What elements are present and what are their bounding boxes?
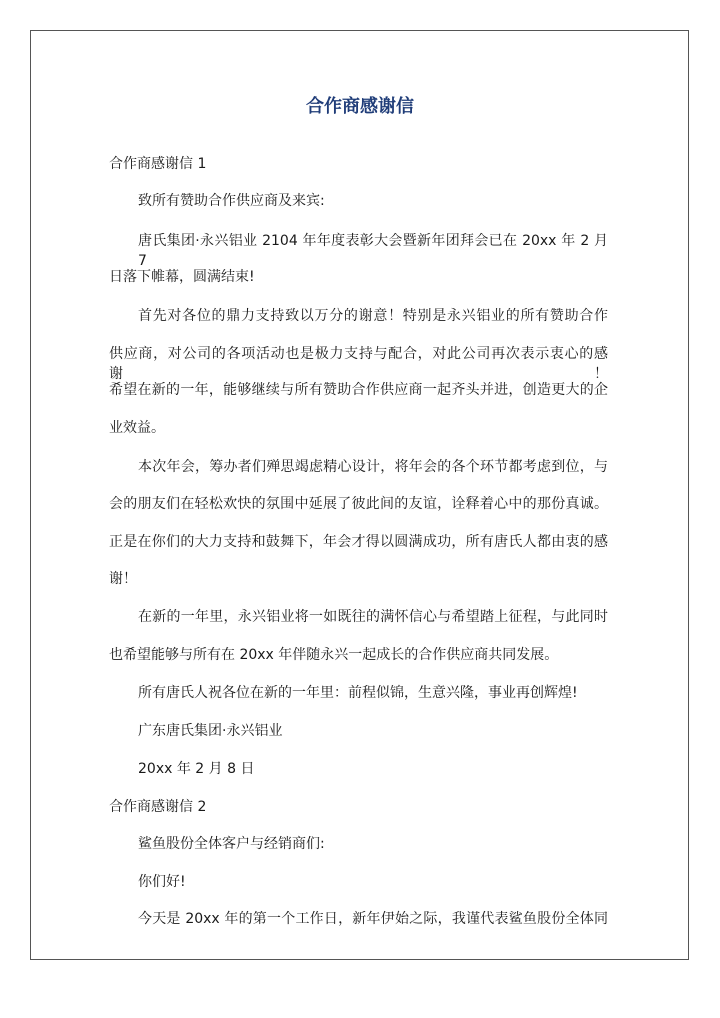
text-line: 谢！ [109, 571, 137, 587]
text-line: 你们好! [138, 874, 186, 890]
text-line: 唐氏集团·永兴铝业 2104 年年度表彰大会暨新年团拜会已在 20xx 年 2 月 7 [138, 233, 608, 269]
text-line: 供应商，对公司的各项活动也是极力支持与配合，对此公司再次表示衷心的感谢！ [109, 346, 608, 382]
text-line: 鲨鱼股份全体客户与经销商们: [138, 836, 325, 852]
page-title: 合作商感谢信 [306, 96, 414, 117]
text-line: 希望在新的一年，能够继续与所有赞助合作供应商一起齐头并进，创造更大的企 [109, 382, 608, 398]
text-line: 本次年会，筹办者们殚思竭虑精心设计，将年会的各个环节都考虑到位，与 [138, 459, 608, 475]
text-line: 日落下帷幕，圆满结束! [109, 269, 255, 285]
text-line: 所有唐氏人祝各位在新的一年里：前程似锦，生意兴隆，事业再创辉煌! [138, 685, 578, 701]
text-line: 会的朋友们在轻松欢快的氛围中延展了彼此间的友谊，诠释着心中的那份真诚。 [109, 496, 608, 512]
text-line: 致所有赞助合作供应商及来宾: [138, 193, 325, 209]
text-line: 也希望能够与所有在 20xx 年伴随永兴一起成长的合作供应商共同发展。 [109, 647, 559, 663]
text-line: 20xx 年 2 月 8 日 [138, 761, 255, 777]
text-line: 广东唐氏集团·永兴铝业 [138, 723, 283, 739]
text-line: 正是在你们的大力支持和鼓舞下，年会才得以圆满成功，所有唐氏人都由衷的感 [109, 534, 608, 550]
text-line: 合作商感谢信 1 [109, 156, 207, 172]
text-line: 今天是 20xx 年的第一个工作日，新年伊始之际，我谨代表鲨鱼股份全体同 [138, 911, 608, 927]
text-line: 首先对各位的鼎力支持致以万分的谢意！特别是永兴铝业的所有赞助合作 [138, 308, 608, 324]
text-line: 在新的一年里，永兴铝业将一如既往的满怀信心与希望踏上征程，与此同时 [138, 609, 608, 625]
text-line: 合作商感谢信 2 [109, 799, 207, 815]
text-line: 业效益。 [109, 420, 165, 436]
